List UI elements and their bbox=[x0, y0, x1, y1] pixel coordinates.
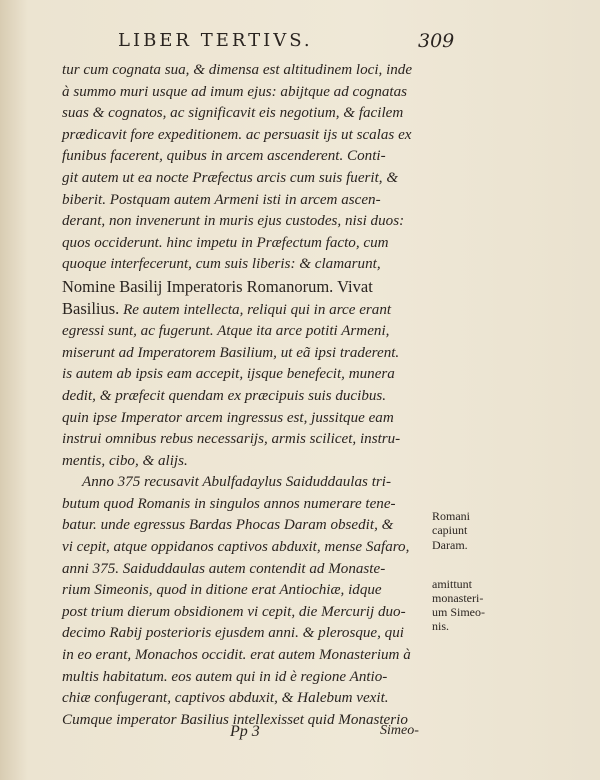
text-line: Cumque imperator Basilius intellexisset quid Monasterio bbox=[62, 711, 408, 728]
text-line: chiæ confugerant, captivos abduxit, & Halebum vexit. bbox=[62, 690, 389, 707]
text-line: batur. unde egressus Bardas Phocas Daram obsedit, & bbox=[62, 517, 394, 534]
text-line: instrui omnibus rebus necessarijs, armis scilicet, instru- bbox=[62, 431, 401, 448]
catchword: Simeo- bbox=[380, 723, 419, 738]
text-line: git autem ut ea nocte Præfectus arcis cum suis fuerit, & bbox=[62, 169, 399, 186]
signature-mark: Pp 3 bbox=[230, 723, 260, 740]
page-number: 309 bbox=[418, 30, 455, 52]
text-line: suas & cognatos, ac significavit eis negotium, & facilem bbox=[62, 105, 404, 122]
margin-note: nis. bbox=[432, 619, 450, 633]
text-line: post trium dierum obsidionem vi cepit, die Mercurij duo- bbox=[62, 603, 406, 620]
text-line: biberit. Postquam autem Armeni isti in arcem ascen- bbox=[62, 191, 381, 208]
text-line: decimo Rabij posterioris ejusdem anni. & plerosque, qui bbox=[62, 625, 404, 642]
text-line: derant, non invenerunt in muris ejus custodes, nisi duos: bbox=[62, 213, 405, 230]
text-line: is autem ab ipsis eam accepit, ijsque benefecit, munera bbox=[62, 366, 395, 383]
running-header: LIBER TERTIVS. bbox=[118, 30, 313, 51]
text-line: mentis, cibo, & alijs. bbox=[62, 452, 188, 469]
margin-note: monasteri- bbox=[432, 591, 484, 605]
text-line: rium Simeonis, quod in ditione erat Antiochiæ, idque bbox=[62, 582, 382, 599]
text-line: vi cepit, atque oppidanos captivos abduxit, mense Safaro, bbox=[62, 539, 410, 556]
margin-note: capiunt bbox=[432, 523, 468, 537]
text-line: anni 375. Saiduddaulas autem contendit ad Monaste- bbox=[62, 560, 386, 577]
text-line: Nomine Basilij Imperatoris Romanorum. Vivat bbox=[62, 276, 373, 296]
text-line: dedit, & præfecit quendam ex præcipuis suis ducibus. bbox=[62, 387, 387, 404]
margin-note: um Simeo- bbox=[432, 605, 485, 619]
text-line: Anno 375 recusavit Abulfadaylus Saiduddaulas tri- bbox=[82, 474, 391, 491]
text-line: multis habitatum. eos autem qui in id è regione Antio- bbox=[62, 668, 388, 685]
text-line bbox=[62, 298, 434, 322]
text-line: egressi sunt, ac fugerunt. Atque ita arce potiti Armeni, bbox=[62, 323, 390, 340]
text-line: funibus facerent, quibus in arcem ascenderent. Conti- bbox=[62, 148, 386, 165]
roman-segment: Basilius. bbox=[62, 298, 120, 318]
text-line: tur cum cognata sua, & dimensa est altitudinem loci, inde bbox=[62, 62, 413, 78]
text-line: prædicavit fore expeditionem. ac persuasit ijs ut scalas ex bbox=[62, 126, 412, 143]
italic-segment: Re autem intellecta, reliqui qui in arce erant bbox=[119, 301, 392, 318]
margin-note: Romani bbox=[432, 509, 470, 523]
text-line: in eo erant, Monachos occidit. erat autem Monasterium à bbox=[62, 647, 411, 664]
body-text bbox=[62, 60, 434, 731]
margin-note: Daram. bbox=[432, 538, 468, 552]
margin-note: amittunt bbox=[432, 577, 472, 591]
text-line: quoque interfecerunt, cum suis liberis: & clamarunt, bbox=[62, 256, 381, 273]
text-line: miserunt ad Imperatorem Basilium, ut eã ipsi traderent. bbox=[62, 344, 400, 361]
text-line: quin ipse Imperator arcem ingressus est, jussitque eam bbox=[62, 409, 394, 426]
text-line: quos occiderunt. hinc impetu in Præfectum facto, cum bbox=[62, 234, 389, 251]
text-line: à summo muri usque ad imum ejus: abijtque ad cognatas bbox=[62, 83, 408, 100]
text-line: butum quod Romanis in singulos annos numerare tene- bbox=[62, 495, 396, 512]
